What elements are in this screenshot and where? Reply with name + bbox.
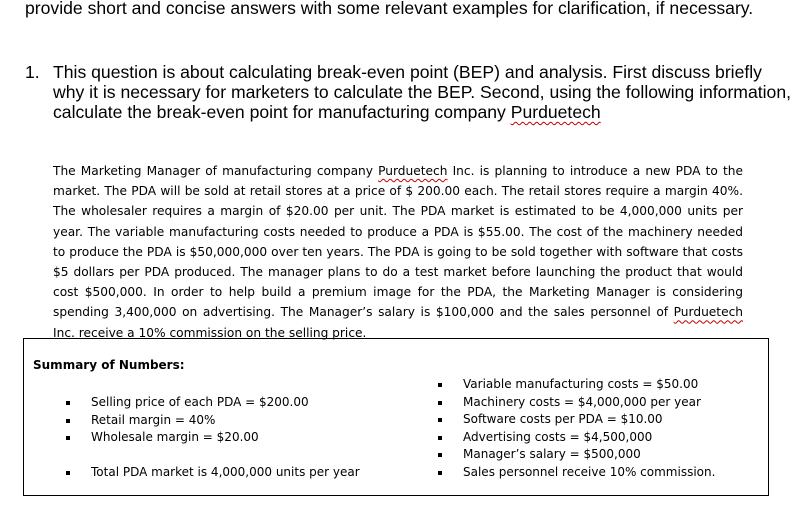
intro-text: provide short and concise answers with some relevant examples for clarification, if necessary. xyxy=(25,0,754,18)
question-text xyxy=(53,62,803,122)
question-number: 1. xyxy=(25,62,40,82)
company-name: Purduetech xyxy=(510,102,601,122)
list-item-text: Wholesale margin = $20.00 xyxy=(91,430,259,444)
bullet-icon xyxy=(66,419,70,423)
question-line-1: This question is about calculating break-even point (BEP) and analysis. First discuss briefly xyxy=(53,62,762,82)
case-paragraph xyxy=(53,161,743,343)
list-item xyxy=(91,412,360,430)
question-line-3 xyxy=(53,102,803,122)
list-item xyxy=(463,394,715,412)
paragraph-part-2: Inc. is planning to introduce a new PDA to the market. The PDA will be sold at retail stores at a price of $ 200.00 each. The retail stores require a margin 40%. The wholesaler requires a margin of $20.00 per unit. The PDA market is estimated to be 4,000,000 units per year. The variable manufacturing costs needed to produce a PDA is $55.00. The cost of the machinery needed to produce the PDA is $50,000,000 over ten years. The PDA is going to be sold together with software that costs $5 dollars per PDA produced. The manager plans to do a test market before launching the product that would cost $500,000. In order to help build a premium image for the PDA, the Marketing Manager is considering spending 3,400,000 on advertising. The Manager’s salary is $100,000 and the sales personnel of xyxy=(53,164,743,320)
bullet-icon xyxy=(438,436,442,440)
summary-left-list xyxy=(91,394,360,481)
list-item xyxy=(463,411,715,429)
list-item-text: Machinery costs = $4,000,000 per year xyxy=(463,394,701,409)
list-item xyxy=(463,446,715,464)
bullet-icon xyxy=(66,436,70,440)
bullet-icon xyxy=(66,471,70,475)
list-item-text: Advertising costs = $4,500,000 xyxy=(463,429,653,444)
list-item-text: Software costs per PDA = $10.00 xyxy=(463,412,663,426)
summary-title: Summary of Numbers: xyxy=(33,358,185,372)
summary-box xyxy=(23,338,769,496)
question-line-2: why it is necessary for marketers to calculate the BEP. Second, using the following information, xyxy=(53,82,792,102)
list-item xyxy=(91,394,360,412)
bullet-icon xyxy=(438,383,442,387)
summary-right-list xyxy=(463,376,715,481)
list-item xyxy=(463,464,715,482)
paragraph-company-2: Purduetech xyxy=(673,305,743,320)
bullet-icon xyxy=(438,471,442,475)
list-item xyxy=(91,464,360,482)
question-line-3-prefix: calculate the break-even point for manufacturing company xyxy=(53,102,511,122)
bullet-icon xyxy=(438,418,442,422)
paragraph-company-1: Purduetech xyxy=(378,164,448,178)
list-item xyxy=(463,429,715,447)
list-item-text: Total PDA market is 4,000,000 units per year xyxy=(91,464,360,479)
list-item xyxy=(463,376,715,394)
list-item xyxy=(91,429,360,447)
paragraph-part-3: Inc. receive a 10% commission on the selling price. xyxy=(53,325,367,340)
paragraph-part-1: The Marketing Manager of manufacturing company xyxy=(53,164,379,178)
list-item-text: Manager’s salary = $500,000 xyxy=(463,447,641,461)
list-item-text: Retail margin = 40% xyxy=(91,412,216,427)
list-item-text: Sales personnel receive 10% commission. xyxy=(463,464,716,479)
bullet-icon xyxy=(438,453,442,457)
bullet-icon xyxy=(66,401,70,405)
list-item-text: Selling price of each PDA = $200.00 xyxy=(91,395,309,409)
bullet-icon xyxy=(438,401,442,405)
list-item-text: Variable manufacturing costs = $50.00 xyxy=(463,377,699,391)
